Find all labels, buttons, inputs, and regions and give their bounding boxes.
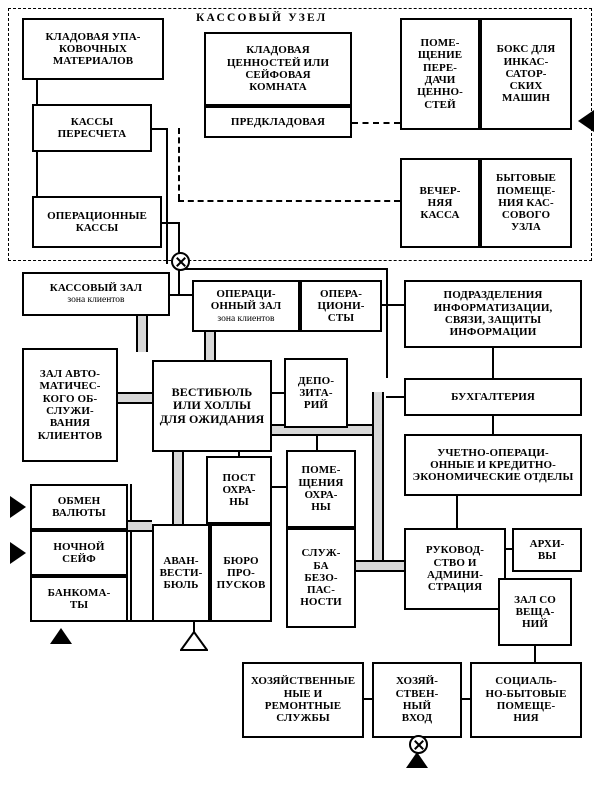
label-it-dept-4: ИНФОРМАЦИИ	[449, 326, 537, 339]
label-pass-office-2: ПРО-	[227, 566, 255, 579]
label-transfer-room-3: ПЕРЕ-	[422, 61, 458, 74]
label-valuables-store-2: ЦЕННОСТЕЙ ИЛИ	[226, 56, 330, 69]
corridor-to-management	[356, 560, 404, 572]
arrow-night-safe-entry	[10, 542, 26, 564]
label-security-service-4: ПАС-	[307, 584, 335, 597]
box-self-service-hall[interactable]	[22, 348, 118, 462]
line-recount-down	[166, 128, 168, 264]
corridor-lobby-down	[172, 452, 184, 524]
box-archives[interactable]	[512, 528, 582, 572]
box-operating-desks[interactable]	[32, 196, 162, 248]
box-transfer-room[interactable]	[400, 18, 480, 130]
label-pre-store: ПРЕДКЛАДОВАЯ	[230, 115, 326, 128]
box-depositary[interactable]	[284, 358, 348, 428]
label-meeting-hall-2: ВЕЩА-	[515, 605, 555, 618]
label-social-rooms-1: СОЦИАЛЬ-	[495, 675, 557, 688]
label-pass-office-1: БЮРО	[223, 554, 259, 567]
line-guardpost-rooms	[272, 486, 286, 488]
label-maintenance-4: СЛУЖБЫ	[276, 712, 330, 725]
label-recount-desks-1: КАССЫ	[70, 115, 114, 128]
label-recount-desks-2: ПЕРЕСЧЕТА	[57, 128, 127, 140]
box-security-service[interactable]	[286, 528, 356, 628]
arrow-service-entrance	[406, 752, 428, 768]
box-atms[interactable]	[30, 576, 128, 622]
box-operationists[interactable]	[300, 280, 382, 332]
corridor-lobby-up	[204, 332, 216, 360]
label-depositary-1: ДЕПО-	[297, 374, 335, 387]
label-operating-hall-1: ОПЕРАЦИ-	[216, 287, 276, 300]
label-valuables-store-1: КЛАДОВАЯ	[246, 44, 310, 57]
label-pass-office-3: ПУСКОВ	[216, 579, 266, 592]
label-it-dept-3: СВЯЗИ, ЗАЩИТЫ	[444, 314, 542, 326]
line-op-to-it	[382, 304, 406, 306]
label-meeting-hall-3: НИЙ	[522, 618, 548, 631]
box-utility-rooms[interactable]	[480, 158, 572, 248]
label-self-service-1: ЗАЛ АВТО-	[39, 368, 101, 381]
box-pre-store[interactable]	[204, 106, 352, 138]
line-left-spine	[36, 80, 38, 104]
label-utility-rooms-2: ПОМЕЩЕ-	[496, 184, 556, 197]
label-meeting-hall-1: ЗАЛ СО	[514, 593, 556, 606]
label-service-entrance-1: ХОЗЯЙ-	[395, 675, 439, 688]
arrow-main-entrance	[180, 630, 208, 654]
node-cash-unit-entry[interactable]	[171, 252, 190, 271]
label-maintenance-3: РЕМОНТНЫЕ	[264, 700, 342, 712]
label-it-dept-2: ИНФОРМАТИЗАЦИИ,	[433, 301, 553, 314]
box-it-division[interactable]	[404, 280, 582, 348]
label-utility-rooms-3: НИЯ КАС-	[498, 196, 554, 209]
line-left-spine-2	[36, 152, 38, 196]
label-transfer-room-2: ЩЕНИЕ	[417, 49, 463, 62]
box-credit-departments[interactable]	[404, 434, 582, 496]
line-it-accounting	[492, 348, 494, 378]
label-service-entrance-2: СТВЕН-	[395, 687, 439, 700]
label-maintenance-2: НЫЕ И	[283, 687, 323, 700]
label-transfer-room-5: ЦЕННО-	[417, 86, 463, 99]
label-collector-box-5: МАШИН	[501, 92, 551, 105]
label-management-1: РУКОВОД-	[425, 544, 485, 557]
label-valuables-store-3: СЕЙФОВАЯ	[245, 69, 311, 81]
label-night-safe-1: НОЧНОЙ	[53, 540, 105, 553]
label-self-service-5: ВАНИЯ	[49, 417, 91, 430]
box-service-entrance[interactable]	[372, 662, 462, 738]
box-social-rooms[interactable]	[470, 662, 582, 738]
line-cashhall-right	[170, 294, 194, 296]
label-vestibule-3: БЮЛЬ	[163, 579, 199, 592]
label-guard-rooms-3: ОХРА-	[304, 489, 338, 501]
dashed-prestore-down	[178, 128, 180, 200]
label-collector-box-3: САТОР-	[505, 67, 547, 80]
label-cash-hall-sub: зона клиентов	[67, 295, 125, 306]
label-security-service-2: БА	[313, 559, 329, 572]
label-operationists-2: ЦИОНИ-	[317, 299, 365, 312]
label-transfer-room-1: ПОМЕ-	[420, 37, 460, 50]
label-operationists-1: ОПЕРА-	[320, 287, 362, 300]
box-guard-post[interactable]	[206, 456, 272, 524]
label-maintenance-1: ХОЗЯЙСТВЕННЫЕ	[250, 675, 356, 688]
label-security-service-1: СЛУЖ-	[301, 547, 341, 560]
box-currency-exchange[interactable]	[30, 484, 128, 530]
label-cash-hall: КАССОВЫЙ ЗАЛ	[49, 282, 143, 295]
label-operationists-3: СТЫ	[327, 312, 355, 325]
label-guard-rooms-2: ЩЕНИЯ	[298, 476, 344, 489]
label-collector-box-4: СКИХ	[509, 80, 543, 93]
label-social-rooms-2: НО-БЫТОВЫЕ	[485, 687, 567, 700]
box-maintenance-services[interactable]	[242, 662, 364, 738]
label-accounting: БУХГАЛТЕРИЯ	[451, 390, 535, 403]
label-valuables-store-4: КОМНАТА	[249, 81, 307, 94]
label-evening-desk-3: КАССА	[420, 209, 460, 222]
line-to-accounting	[386, 396, 406, 398]
label-depositary-3: РИЙ	[303, 399, 329, 412]
dashed-prestore-top	[352, 122, 400, 124]
label-collector-box-2: ИНКАС-	[503, 55, 549, 68]
label-operating-desks-2: КАССЫ	[75, 222, 119, 234]
label-transfer-room-4: ДАЧИ	[424, 74, 456, 86]
label-archives-1: АРХИ-	[529, 537, 565, 550]
line-atm-tie	[128, 620, 152, 622]
corridor-right-vertical	[372, 392, 384, 572]
label-archives-2: ВЫ	[537, 550, 557, 562]
label-depositary-2: ЗИТА-	[299, 386, 333, 399]
label-transfer-room-6: СТЕЙ	[424, 98, 456, 111]
label-lobby-1: ВЕСТИБЮЛЬ	[171, 384, 253, 399]
label-guard-post-1: ПОСТ	[222, 471, 256, 484]
label-storeroom-materials-2: КОВОЧНЫХ МАТЕРИАЛОВ	[52, 42, 134, 68]
label-currency-exchange-2: ВАЛЮТЫ	[52, 507, 106, 519]
box-meeting-hall[interactable]	[498, 578, 572, 646]
box-lobby[interactable]	[152, 360, 272, 452]
box-valuables-store[interactable]	[204, 32, 352, 106]
label-security-service-5: НОСТИ	[300, 596, 342, 609]
label-lobby-2: ИЛИ ХОЛЛЫ	[173, 398, 251, 413]
label-utility-rooms-4: СОВОГО	[501, 209, 551, 222]
line-operationists-down	[386, 268, 388, 378]
box-night-safe[interactable]	[30, 530, 128, 576]
line-social-up	[534, 646, 536, 662]
label-atms-2: ТЫ	[69, 599, 89, 611]
label-management-4: СТРАЦИЯ	[427, 581, 483, 594]
label-guard-rooms-1: ПОМЕ-	[301, 464, 341, 477]
box-evening-desk[interactable]	[400, 158, 480, 248]
line-left-lower-spine	[130, 484, 132, 622]
arrow-atm-entry	[50, 628, 72, 644]
corridor-left-lower	[128, 520, 152, 532]
line-accounting-credit	[492, 416, 494, 434]
label-guard-post-2: ОХРА-	[222, 483, 256, 496]
label-vestibule-2: ВЕСТИ-	[159, 566, 203, 579]
corridor-self-service-lobby	[118, 392, 152, 404]
label-lobby-3: ДЛЯ ОЖИДАНИЯ	[159, 411, 265, 426]
label-operating-desks-1: ОПЕРАЦИОННЫЕ	[47, 209, 147, 222]
box-accounting[interactable]	[404, 378, 582, 416]
label-collector-box-1: БОКС ДЛЯ	[496, 43, 556, 56]
box-operating-hall[interactable]	[192, 280, 300, 332]
box-recount-desks[interactable]	[32, 104, 152, 152]
label-currency-exchange-1: ОБМЕН	[57, 494, 101, 507]
label-self-service-2: МАТИЧЕС-	[39, 380, 101, 393]
box-pass-office[interactable]	[210, 524, 272, 622]
corridor-cash-hall-down	[136, 316, 148, 352]
box-cash-hall[interactable]	[22, 272, 170, 316]
label-evening-desk-2: НЯЯ	[427, 196, 453, 209]
label-vestibule-1: АВАН-	[163, 554, 199, 567]
label-credit-depts-2: ОННЫЕ И КРЕДИТНО-	[430, 458, 556, 471]
label-it-dept-1: ПОДРАЗДЕЛЕНИЯ	[443, 289, 543, 302]
box-storeroom-materials[interactable]	[22, 18, 164, 80]
label-security-service-3: БЕЗО-	[304, 571, 338, 584]
label-self-service-3: КОГО ОБ-	[42, 392, 98, 405]
label-credit-depts-3: ЭКОНОМИЧЕСКИЕ ОТДЕЛЫ	[412, 471, 574, 484]
arrow-collector-entry	[578, 110, 594, 132]
label-guard-post-3: НЫ	[229, 496, 249, 509]
label-management-3: АДМИНИ-	[427, 569, 483, 581]
label-utility-rooms-5: УЗЛА	[511, 221, 541, 234]
line-recount-right	[152, 128, 168, 130]
box-management[interactable]	[404, 528, 506, 610]
label-social-rooms-3: ПОМЕЩЕ-	[496, 700, 556, 712]
line-node-down	[178, 222, 180, 256]
label-service-entrance-3: НЫЙ	[402, 700, 432, 712]
box-guard-rooms[interactable]	[286, 450, 356, 528]
label-self-service-4: СЛУЖИ-	[46, 405, 94, 417]
label-service-entrance-4: ВХОД	[401, 712, 433, 725]
label-guard-rooms-4: НЫ	[311, 501, 331, 514]
label-credit-depts-1: УЧЕТНО-ОПЕРАЦИ-	[437, 446, 549, 459]
box-anteroom[interactable]	[152, 524, 210, 622]
label-storeroom-materials-1: КЛАДОВАЯ УПА-	[45, 30, 141, 43]
label-operating-hall-2: ОННЫЙ ЗАЛ	[210, 300, 282, 313]
label-social-rooms-4: НИЯ	[513, 712, 539, 725]
label-evening-desk-1: ВЕЧЕР-	[419, 184, 461, 197]
label-utility-rooms-1: БЫТОВЫЕ	[496, 172, 556, 185]
arrow-currency-entry	[10, 496, 26, 518]
label-atms-1: БАНКОМА-	[47, 586, 111, 599]
dashed-prestore-left	[178, 200, 400, 202]
diagram-title: КАССОВЫЙ УЗЕЛ	[196, 12, 328, 24]
box-collector-vehicles[interactable]	[480, 18, 572, 130]
label-night-safe-2: СЕЙФ	[62, 553, 96, 565]
label-self-service-6: КЛИЕНТОВ	[37, 429, 103, 442]
line-operationists-top	[178, 268, 388, 270]
label-operating-hall-sub: зона клиентов	[217, 313, 275, 324]
line-credit-management	[456, 496, 458, 528]
label-management-2: СТВО И	[433, 556, 477, 569]
